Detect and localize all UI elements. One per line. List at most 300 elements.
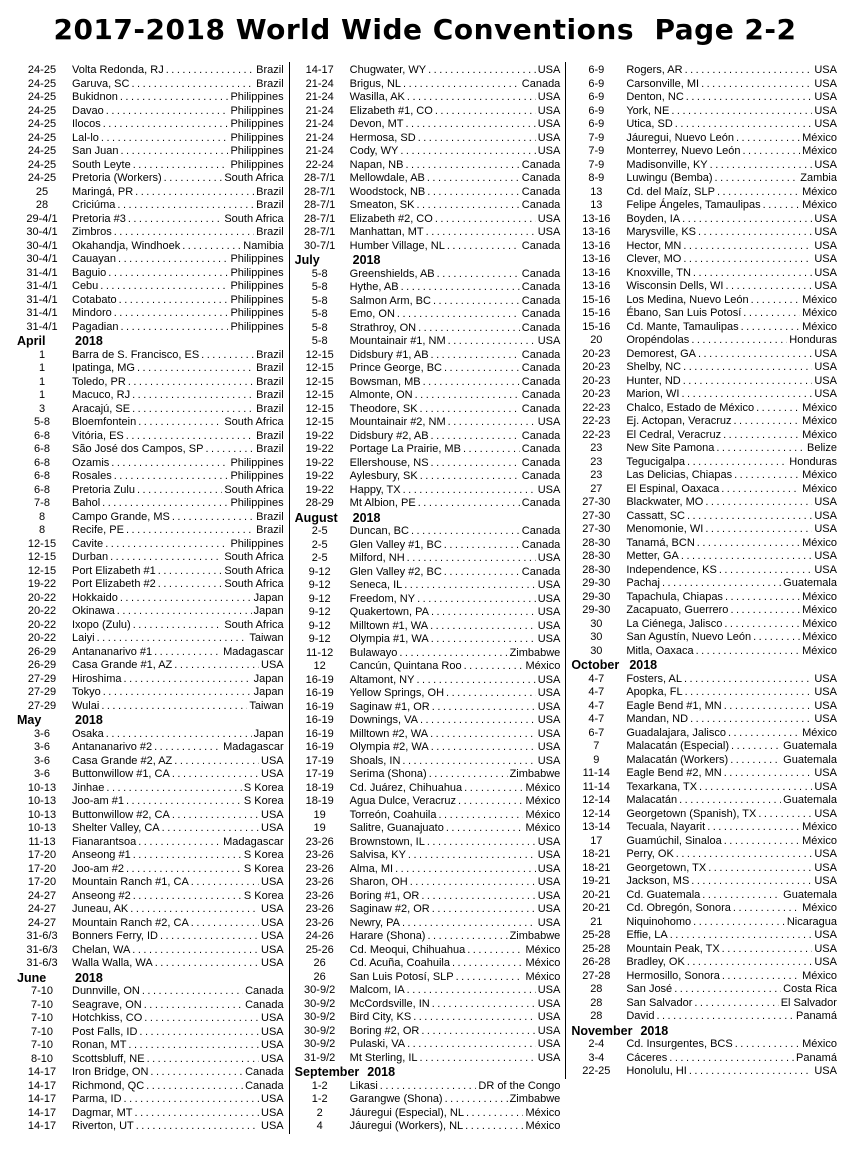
dot-leader — [133, 890, 242, 904]
date-range: 6-8 — [34, 470, 50, 482]
convention-row — [17, 267, 284, 281]
dot-leader — [676, 848, 813, 862]
convention-row — [17, 186, 284, 200]
country: Canada — [521, 389, 561, 401]
convention-row — [17, 782, 284, 796]
country: South Africa — [224, 172, 284, 184]
country: USA — [814, 226, 837, 238]
date-range: 26-29 — [27, 659, 57, 671]
dot-leader — [105, 538, 228, 552]
dot-leader — [456, 971, 524, 985]
month-year: 2018 — [75, 334, 103, 348]
country: USA — [261, 957, 284, 969]
country: USA — [537, 64, 561, 76]
country: USA — [537, 876, 561, 888]
date-range: 3-6 — [34, 768, 50, 780]
convention-row — [571, 145, 837, 159]
country: USA — [814, 807, 837, 820]
dot-leader — [117, 199, 254, 213]
country: S Korea — [243, 795, 284, 807]
date-range: 23 — [590, 469, 603, 481]
country: México — [802, 1038, 837, 1050]
location: Salitre, Guanajuato — [349, 822, 444, 834]
convention-row — [17, 403, 284, 417]
convention-row — [571, 321, 837, 335]
convention-row — [17, 159, 284, 173]
date-range: 5-8 — [34, 416, 50, 428]
convention-row — [571, 294, 837, 308]
country: USA — [261, 1106, 284, 1119]
country: USA — [814, 861, 837, 874]
location: São José dos Campos, SP — [72, 443, 204, 455]
date-range: 21-24 — [305, 77, 334, 90]
country: Canada — [521, 497, 561, 509]
location: Carsonville, MI — [626, 77, 700, 90]
convention-row — [17, 511, 284, 525]
dot-leader — [416, 674, 535, 688]
country: México — [802, 428, 837, 441]
dot-leader — [431, 633, 536, 647]
country: USA — [261, 754, 284, 767]
country: Philippines — [230, 497, 284, 509]
dot-leader — [687, 956, 813, 970]
country: USA — [537, 997, 561, 1010]
month-name: July — [294, 253, 320, 267]
location: Perry, OK — [626, 848, 674, 860]
dot-leader — [103, 686, 252, 700]
convention-row — [17, 999, 284, 1013]
convention-row — [571, 280, 837, 294]
country: Madagascar — [223, 645, 284, 658]
date-range: 13-16 — [582, 280, 611, 292]
dot-leader — [722, 970, 800, 984]
dot-leader — [430, 620, 536, 634]
location: Zacapuato, Guerrero — [626, 604, 729, 616]
location: Likasi — [349, 1079, 378, 1092]
dot-leader — [142, 985, 243, 999]
convention-row — [571, 388, 837, 402]
location: Napan, NB — [349, 158, 404, 171]
month-name: November — [571, 1023, 633, 1038]
dot-leader — [758, 808, 812, 822]
location: Cd. Guatemala — [626, 888, 701, 901]
country: Canada — [521, 525, 561, 537]
dot-leader — [405, 159, 519, 173]
location: Knoxville, TN — [626, 266, 691, 279]
location: Newry, PA — [349, 916, 400, 929]
dot-leader — [705, 523, 812, 537]
country: USA — [537, 145, 561, 157]
dot-leader — [734, 469, 800, 483]
date-range: 5-8 — [311, 294, 328, 307]
convention-row — [571, 943, 837, 957]
date-range: 28-7/1 — [304, 199, 336, 211]
convention-row — [571, 172, 837, 186]
country: México — [802, 320, 837, 333]
date-range: 2-5 — [311, 552, 328, 564]
convention-row — [295, 91, 561, 105]
convention-row — [17, 240, 284, 254]
convention-row — [17, 849, 284, 863]
location: Pretoria Zulu — [72, 483, 135, 496]
location: Malacatán — [626, 794, 678, 806]
date-range: 14-17 — [27, 1093, 57, 1105]
date-range: 9-12 — [308, 565, 331, 578]
convention-row — [571, 550, 837, 564]
date-range: 24-25 — [27, 77, 57, 90]
convention-row — [17, 105, 284, 119]
country: USA — [537, 835, 561, 848]
convention-row — [295, 728, 561, 742]
country: México — [802, 482, 837, 495]
country: Philippines — [230, 91, 284, 103]
convention-row — [17, 64, 284, 78]
date-range: 20-22 — [27, 618, 57, 631]
convention-row — [295, 1093, 561, 1107]
country: USA — [537, 727, 561, 740]
country: South Africa — [224, 483, 284, 496]
location: Hokkaido — [72, 591, 118, 604]
dot-leader — [114, 307, 229, 321]
date-range: 23-26 — [305, 889, 334, 902]
location: Mountain Peak, TX — [626, 942, 720, 955]
country: México — [802, 726, 837, 739]
location: Joo-am #1 — [72, 795, 124, 807]
country: USA — [537, 592, 561, 605]
date-range: 1 — [38, 375, 46, 388]
dot-leader — [191, 876, 259, 890]
convention-row — [17, 470, 284, 484]
date-range: 7-10 — [30, 985, 54, 997]
date-range: 3-6 — [34, 727, 50, 740]
date-range: 5-8 — [311, 321, 328, 334]
dot-leader — [433, 295, 520, 309]
date-range: 4-7 — [588, 699, 605, 712]
date-range: 29-30 — [582, 577, 611, 589]
date-range: 2-5 — [311, 525, 328, 537]
date-range: 26-29 — [27, 645, 57, 658]
date-range: 13-16 — [582, 226, 611, 238]
date-range: 15-16 — [582, 320, 611, 333]
country: Canada — [521, 294, 561, 307]
country: USA — [814, 496, 837, 508]
date-range: 17 — [590, 834, 603, 847]
country: USA — [537, 1024, 561, 1037]
dot-leader — [719, 564, 813, 578]
location: Hermosa, SD — [349, 131, 416, 144]
convention-row — [571, 1065, 837, 1079]
convention-row — [295, 335, 561, 349]
convention-row — [295, 539, 561, 553]
convention-row — [295, 186, 561, 200]
location: Ej. Actopan, Veracruz — [626, 415, 732, 427]
dot-leader — [724, 835, 800, 849]
country: South Africa — [224, 564, 284, 577]
dot-leader — [121, 321, 229, 335]
dot-leader — [158, 565, 223, 579]
country: USA — [814, 118, 837, 130]
dot-leader — [431, 430, 520, 444]
dot-leader — [400, 145, 535, 159]
date-range: 3-6 — [34, 741, 50, 753]
country: USA — [261, 1120, 284, 1132]
country: Brazil — [256, 375, 284, 388]
location: El Cedral, Veracruz — [626, 428, 722, 441]
dot-leader — [741, 321, 801, 335]
convention-row — [571, 402, 837, 416]
location: Honolulu, HI — [626, 1065, 687, 1077]
convention-row — [17, 443, 284, 457]
country: Brazil — [256, 226, 284, 238]
location: Cavite — [72, 537, 104, 550]
dot-leader — [686, 91, 813, 105]
country: México — [525, 943, 561, 956]
date-range: 7-8 — [34, 497, 50, 509]
country: USA — [814, 388, 837, 400]
date-range: 3-4 — [588, 1051, 605, 1064]
date-range: 24-25 — [27, 131, 57, 144]
date-range: 31-4/1 — [26, 293, 58, 306]
date-range: 10-13 — [27, 808, 57, 821]
country: USA — [537, 754, 561, 767]
convention-row — [571, 469, 837, 483]
month-header — [295, 253, 561, 268]
date-range: 31-6/3 — [26, 957, 58, 969]
location: Tapachula, Chiapas — [626, 590, 723, 603]
dot-leader — [728, 727, 800, 741]
convention-row — [571, 496, 837, 510]
location: Felipe Ángeles, Tamaulipas — [626, 199, 761, 211]
convention-row — [295, 944, 561, 958]
date-range: 7-9 — [588, 131, 605, 144]
country: USA — [814, 91, 837, 103]
date-range: 9 — [593, 753, 600, 766]
location: Chelan, WA — [72, 943, 131, 956]
convention-row — [17, 497, 284, 511]
country: Philippines — [230, 253, 284, 265]
country: Canada — [521, 158, 561, 171]
convention-row — [571, 334, 837, 348]
country: Belize — [807, 442, 837, 454]
dot-leader — [106, 728, 252, 742]
date-range: 14-17 — [27, 1120, 57, 1132]
dot-leader — [682, 213, 812, 227]
country: Canada — [521, 402, 561, 415]
country: South Africa — [224, 578, 284, 590]
dot-leader — [687, 510, 812, 524]
location: Hiroshima — [72, 672, 122, 685]
location: Hector, MN — [626, 239, 682, 252]
dot-leader — [404, 579, 535, 593]
dot-leader — [724, 700, 813, 714]
convention-row — [571, 848, 837, 862]
country: Panamá — [795, 1010, 837, 1022]
date-range: 5-8 — [311, 281, 328, 293]
date-range: 1 — [38, 362, 46, 374]
dot-leader — [139, 1026, 259, 1040]
dot-leader — [132, 389, 254, 403]
country: Brazil — [256, 199, 284, 211]
dot-leader — [111, 457, 228, 471]
date-range: 14-17 — [27, 1079, 57, 1092]
dot-leader — [150, 1066, 243, 1080]
dot-leader — [444, 566, 520, 580]
convention-row — [295, 566, 561, 580]
date-range: 11-12 — [305, 646, 334, 659]
location: Eagle Bend #1, MN — [626, 699, 722, 712]
location: Pretoria #3 — [72, 212, 126, 225]
location: Malacatán (Workers) — [626, 753, 729, 766]
dot-leader — [137, 362, 254, 376]
location: Port Elizabeth #1 — [72, 564, 156, 577]
month-name: October — [571, 658, 620, 672]
country: Brazil — [256, 510, 284, 523]
date-range: 6-8 — [34, 456, 50, 469]
convention-row — [295, 998, 561, 1012]
convention-row — [295, 1080, 561, 1094]
country: Brazil — [256, 429, 284, 442]
dot-leader — [427, 186, 520, 200]
date-range: 28-30 — [582, 563, 611, 576]
date-range: 19 — [313, 808, 326, 821]
convention-row — [17, 822, 284, 836]
date-range: 31-9/2 — [304, 1051, 336, 1064]
date-range: 20-21 — [582, 888, 611, 901]
date-range: 28-7/1 — [304, 226, 336, 238]
dot-leader — [137, 484, 222, 498]
country: Brazil — [256, 77, 284, 90]
dot-leader — [691, 334, 787, 348]
country: Brazil — [256, 348, 284, 361]
country: Madagascar — [223, 835, 284, 848]
convention-row — [295, 903, 561, 917]
convention-row — [571, 361, 837, 375]
location: Torreón, Coahuila — [349, 808, 437, 821]
location: Cd. Acuña, Coahuila — [349, 957, 450, 969]
dot-leader — [402, 755, 535, 769]
dot-leader — [431, 349, 520, 363]
location: San Salvador — [626, 996, 693, 1009]
date-range: 10-13 — [27, 781, 57, 794]
date-range: 12-15 — [305, 416, 334, 428]
convention-row — [17, 673, 284, 687]
location: Okinawa — [72, 605, 115, 617]
date-range: 20 — [590, 334, 603, 346]
location: Marion, WI — [626, 388, 680, 400]
dot-leader — [715, 172, 799, 186]
country: USA — [814, 686, 837, 698]
date-range: 6-7 — [588, 726, 605, 739]
country: USA — [537, 131, 561, 144]
date-range: 26 — [313, 957, 326, 969]
date-range: 28 — [590, 996, 603, 1009]
location: Durban — [72, 551, 109, 563]
country: México — [525, 970, 561, 983]
dot-leader — [735, 1038, 800, 1052]
convention-row — [17, 376, 284, 390]
dot-leader — [656, 1010, 794, 1024]
location: Smeaton, SK — [349, 199, 415, 211]
column-2 — [289, 62, 566, 1134]
date-range: 11-14 — [582, 780, 610, 793]
country: USA — [814, 104, 837, 117]
dot-leader — [429, 768, 508, 782]
date-range: 12-15 — [27, 537, 57, 550]
date-range: 6-9 — [588, 64, 605, 76]
date-range: 25-28 — [582, 942, 611, 955]
country: Zimbabwe — [509, 930, 561, 942]
country: Zimbabwe — [509, 768, 561, 780]
date-range: 12-15 — [305, 362, 334, 374]
convention-row — [17, 578, 284, 592]
location: Milltown #2, WA — [349, 727, 429, 740]
convention-row — [17, 226, 284, 240]
country: México — [802, 145, 837, 157]
location: Glen Valley #2, BC — [349, 565, 442, 578]
location: Mountain Ranch #1, CA — [72, 876, 189, 888]
dot-leader — [102, 497, 228, 511]
date-range: 28 — [35, 199, 49, 211]
convention-row — [571, 159, 837, 173]
date-range: 27 — [590, 482, 603, 495]
convention-row — [571, 916, 837, 930]
dot-leader — [172, 768, 259, 782]
convention-row — [295, 768, 561, 782]
convention-row — [17, 484, 284, 498]
country: USA — [261, 1039, 284, 1051]
country: USA — [537, 1011, 561, 1023]
country: S Korea — [243, 781, 284, 794]
location: Chugwater, WY — [349, 64, 427, 76]
convention-row — [295, 1025, 561, 1039]
location: Post Falls, ID — [72, 1025, 138, 1038]
location: Shoals, IN — [349, 754, 401, 767]
country: USA — [814, 929, 837, 941]
location: Ébano, San Luis Potosí — [626, 307, 742, 319]
convention-row — [571, 700, 837, 714]
country: Canada — [521, 321, 561, 334]
dot-leader — [674, 983, 781, 997]
country: México — [802, 590, 837, 603]
month-name: September — [294, 1065, 360, 1079]
location: Osaka — [72, 727, 104, 740]
convention-row — [295, 849, 561, 863]
country: USA — [537, 226, 561, 238]
convention-row — [295, 376, 561, 390]
location: Cebu — [72, 280, 99, 292]
convention-row — [571, 226, 837, 240]
date-range: 19-22 — [305, 470, 334, 482]
convention-row — [571, 631, 837, 645]
convention-row — [571, 875, 837, 889]
convention-row — [17, 416, 284, 430]
dot-leader — [191, 917, 259, 931]
location: Pretoria (Workers) — [72, 172, 162, 184]
country: USA — [814, 713, 837, 725]
dot-leader — [730, 604, 800, 618]
dot-leader — [135, 186, 254, 200]
country: USA — [814, 374, 837, 387]
dot-leader — [407, 91, 536, 105]
country: USA — [537, 619, 561, 632]
date-range: 28-29 — [305, 497, 334, 509]
convention-row — [295, 782, 561, 796]
date-range: 20-22 — [27, 591, 57, 604]
dot-leader — [690, 713, 812, 727]
country: USA — [537, 552, 561, 564]
country: USA — [537, 579, 561, 591]
country: USA — [814, 361, 837, 373]
